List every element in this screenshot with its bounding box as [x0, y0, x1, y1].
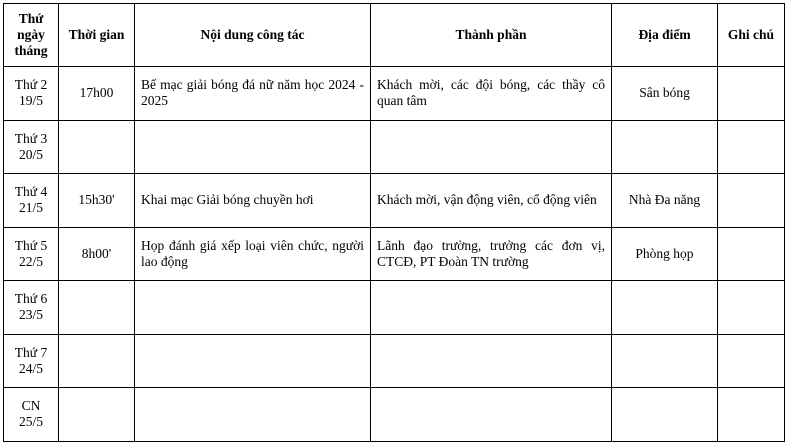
- day-date: 23/5: [18, 307, 43, 323]
- day-name: Thứ 7: [14, 344, 48, 360]
- content-cell: [135, 120, 371, 174]
- time-cell: [59, 120, 135, 174]
- note-cell: [718, 388, 785, 442]
- day-date: 24/5: [18, 360, 43, 376]
- day-cell: [4, 388, 59, 442]
- day-cell: [4, 227, 59, 281]
- day-cell: [4, 174, 59, 228]
- members-cell: [371, 281, 612, 335]
- members-cell: [371, 120, 612, 174]
- members-cell: Khách mời, vận động viên, cổ động viên: [371, 174, 612, 228]
- day-name: Thứ 4: [14, 184, 48, 200]
- day-date: 20/5: [18, 146, 43, 162]
- time-cell: [59, 281, 135, 335]
- note-cell: [718, 174, 785, 228]
- place-cell: Nhà Đa năng: [612, 174, 718, 228]
- table-row: [4, 67, 785, 121]
- place-cell: [612, 281, 718, 335]
- time-cell: 15h30': [59, 174, 135, 228]
- content-cell: [135, 388, 371, 442]
- place-cell: Sân bóng: [612, 67, 718, 121]
- content-cell: Khai mạc Giải bóng chuyền hơi: [135, 174, 371, 228]
- day-date: 19/5: [18, 93, 43, 109]
- note-cell: [718, 281, 785, 335]
- content-cell: [135, 334, 371, 388]
- header-content: Nội dung công tác: [135, 4, 371, 67]
- day-cell: [4, 120, 59, 174]
- note-cell: [718, 67, 785, 121]
- table-row: [4, 227, 785, 281]
- day-date: 22/5: [18, 253, 43, 269]
- table-row: [4, 120, 785, 174]
- content-cell: [135, 281, 371, 335]
- table-row: [4, 174, 785, 228]
- work-schedule-table: [3, 3, 785, 442]
- place-cell: [612, 388, 718, 442]
- members-cell: Lãnh đạo trường, trưởng các đơn vị, CTCĐ, PT Đoàn TN trường: [371, 227, 612, 281]
- members-cell: [371, 388, 612, 442]
- note-cell: [718, 120, 785, 174]
- time-cell: [59, 334, 135, 388]
- header-day: Thứ ngày tháng: [4, 4, 59, 67]
- day-name: Thứ 3: [14, 130, 48, 146]
- header-row: [4, 4, 785, 67]
- header-time: Thời gian: [59, 4, 135, 67]
- day-name: CN: [21, 398, 41, 414]
- day-name: Thứ 5: [14, 237, 48, 253]
- time-cell: 8h00': [59, 227, 135, 281]
- table-row: [4, 388, 785, 442]
- header-place: Địa điểm: [612, 4, 718, 67]
- header-note: Ghi chú: [718, 4, 785, 67]
- place-cell: [612, 334, 718, 388]
- table-row: [4, 281, 785, 335]
- content-cell: Họp đánh giá xếp loại viên chức, người lao động: [135, 227, 371, 281]
- place-cell: Phòng họp: [612, 227, 718, 281]
- day-date: 21/5: [18, 200, 43, 216]
- time-cell: 17h00: [59, 67, 135, 121]
- day-cell: [4, 334, 59, 388]
- content-cell: Bế mạc giải bóng đá nữ năm học 2024 - 2025: [135, 67, 371, 121]
- day-cell: [4, 281, 59, 335]
- note-cell: [718, 334, 785, 388]
- day-name: Thứ 2: [14, 77, 48, 93]
- table-row: [4, 334, 785, 388]
- time-cell: [59, 388, 135, 442]
- header-members: Thành phần: [371, 4, 612, 67]
- day-name: Thứ 6: [14, 291, 48, 307]
- members-cell: Khách mời, các đội bóng, các thầy cô quan tâm: [371, 67, 612, 121]
- place-cell: [612, 120, 718, 174]
- note-cell: [718, 227, 785, 281]
- day-cell: [4, 67, 59, 121]
- members-cell: [371, 334, 612, 388]
- day-date: 25/5: [18, 414, 43, 430]
